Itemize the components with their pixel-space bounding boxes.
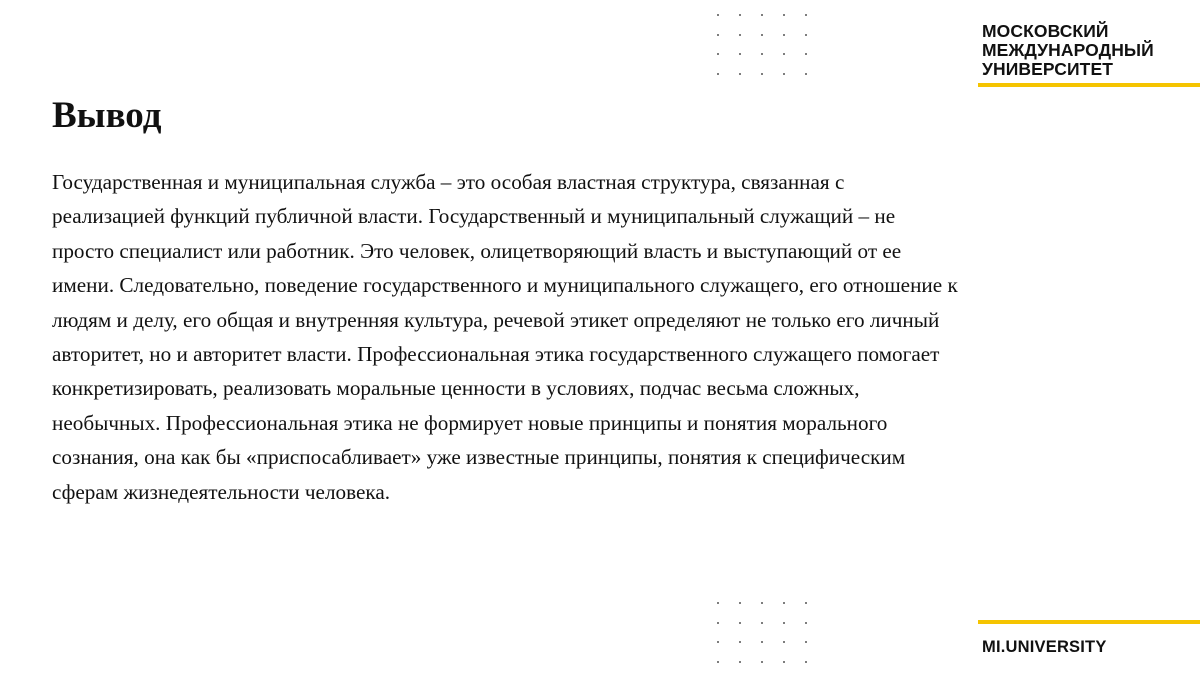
decorative-dot xyxy=(761,602,763,604)
logo-line-1: МОСКОВСКИЙ xyxy=(982,21,1109,41)
decorative-dot xyxy=(739,34,741,36)
decorative-dot xyxy=(717,34,719,36)
decorative-dot xyxy=(805,14,807,16)
decorative-dot xyxy=(717,602,719,604)
decorative-dot-grid-top xyxy=(713,10,813,80)
body-line: людям и делу, его общая и внутренняя культура, речевой этикет определяют не только его личный xyxy=(52,307,940,332)
decorative-dot xyxy=(805,661,807,663)
top-accent-line xyxy=(978,83,1200,87)
decorative-dot xyxy=(805,602,807,604)
body-line: Государственная и муниципальная служба – это особая властная структура, связанная с xyxy=(52,170,845,194)
body-line: просто специалист или работник. Это человек, олицетворяющий власть и выступающий от ее xyxy=(52,238,902,263)
decorative-dot xyxy=(783,622,785,624)
decorative-dot xyxy=(761,34,763,36)
decorative-dot xyxy=(761,622,763,624)
body-line: сознания, она как бы «приспосабливает» уже известные принципы, понятия к специфическим xyxy=(52,445,906,470)
footer-brand: MI.UNIVERSITY xyxy=(982,638,1107,656)
decorative-dot xyxy=(761,641,763,643)
slide-body-text xyxy=(52,165,1132,509)
decorative-dot xyxy=(783,641,785,643)
decorative-dot xyxy=(739,602,741,604)
body-line: необычных. Профессиональная этика не формирует новые принципы и понятия морального xyxy=(52,410,888,435)
decorative-dot xyxy=(805,34,807,36)
decorative-dot xyxy=(739,73,741,75)
logo-line-3: УНИВЕРСИТЕТ xyxy=(982,59,1114,79)
body-line: авторитет, но и авторитет власти. Профессиональная этика государственного служащего помогает xyxy=(52,342,940,367)
decorative-dot xyxy=(761,53,763,55)
decorative-dot xyxy=(717,641,719,643)
decorative-dot xyxy=(717,53,719,55)
bottom-accent-line xyxy=(978,620,1200,624)
decorative-dot xyxy=(783,661,785,663)
decorative-dot xyxy=(783,14,785,16)
decorative-dot xyxy=(761,73,763,75)
decorative-dot xyxy=(717,661,719,663)
decorative-dot xyxy=(739,641,741,643)
slide-title: Вывод xyxy=(52,95,162,136)
decorative-dot-grid-bottom xyxy=(713,598,813,668)
decorative-dot xyxy=(783,602,785,604)
decorative-dot xyxy=(717,73,719,75)
decorative-dot xyxy=(761,661,763,663)
university-logo xyxy=(982,22,1154,79)
decorative-dot xyxy=(805,641,807,643)
decorative-dot xyxy=(805,53,807,55)
logo-line-2: МЕЖДУНАРОДНЫЙ xyxy=(982,40,1154,60)
decorative-dot xyxy=(717,622,719,624)
decorative-dot xyxy=(739,661,741,663)
decorative-dot xyxy=(761,14,763,16)
body-line: имени. Следовательно, поведение государственного и муниципального служащего, его отношение к xyxy=(52,273,958,298)
body-line: сферам жизнедеятельности человека. xyxy=(52,479,391,504)
decorative-dot xyxy=(717,14,719,16)
decorative-dot xyxy=(783,34,785,36)
decorative-dot xyxy=(783,73,785,75)
decorative-dot xyxy=(739,14,741,16)
body-line: конкретизировать, реализовать моральные ценности в условиях, подчас весьма сложных, xyxy=(52,376,860,401)
decorative-dot xyxy=(739,53,741,55)
decorative-dot xyxy=(805,622,807,624)
decorative-dot xyxy=(783,53,785,55)
decorative-dot xyxy=(805,73,807,75)
body-line: реализацией функций публичной власти. Государственный и муниципальный служащий – не xyxy=(52,204,896,229)
decorative-dot xyxy=(739,622,741,624)
